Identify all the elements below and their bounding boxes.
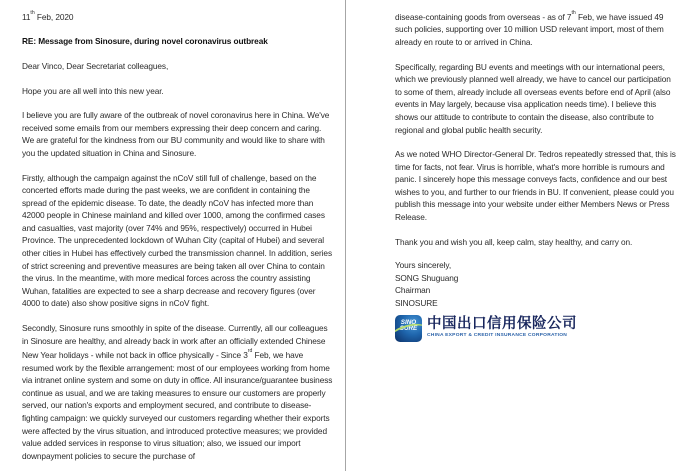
import-date-ordinal: th [571,9,576,16]
signature-company: SINOSURE [395,298,438,309]
paragraph-firstly-epidemic-status: Firstly, although the campaign against the nCoV still full of challenge, based on the concerted efforts made during the past weeks, we are confident in containing the spread of the epidemic disease. To date, the deadly nCoV has infected more than 42000 people in Chinese mainland and killed over 1000, among the confirmed cases and casualties, vast majority (over 74% and 95%, respectively) occurred in Hubei Province. The unprecedented lockdown of Wuhan City (capital of Hubei) and several other cities in Hubei has effectively curbed the transmission channel. In addition, series of strict screening and preventive measures are being taken all over China to contain the virus. In the meantime, with more medical forces across the country assisting Wuhan, fatalities are expected to see a sharp decrease and recovery figures (over 4000 to date) also show positive signs in nCoV fight. [22,172,332,309]
paragraph-import-policies-continued [395,9,679,49]
signature-title: Chairman [395,285,431,296]
secondly-date-ordinal: rd [247,347,253,354]
date-day: 11 [22,11,31,22]
letter-date [22,9,334,23]
letter-page-2 [395,0,679,342]
date-rest: Feb, 2020 [34,11,74,22]
letter-subject: RE: Message from Sinosure, during novel coronavirus outbreak [22,36,268,47]
letter-page-1 [22,0,334,474]
signature-block [395,260,679,309]
import-text-pre: disease-containing goods from overseas - as of 7 [395,11,572,22]
signature-signoff: Yours sincerely, [395,260,452,271]
signature-name: SONG Shuguang [395,272,459,283]
sinosure-logo-icon [395,315,422,342]
logo-icon-line1: SINO [400,318,417,326]
logo-text-block [427,317,577,339]
paragraph-thank-you: Thank you and wish you all, keep calm, stay healthy, and carry on. [395,236,633,247]
secondly-text-pre: Secondly, Sinosure runs smoothly in spite of the disease. Currently, all our colleagues in Sinosure are healthy, and already back in work after an officially extended Chinese New Year holidays - while not back in office physically - Since 3 [22,323,328,360]
logo-chinese-name: 中国出口信用保险公司 [427,316,577,333]
letter-salutation: Dear Vinco, Dear Secretariat colleagues, [22,60,169,71]
logo-icon-wordmark [395,320,422,334]
paragraph-specifically-bu-events: Specifically, regarding BU events and meetings with our international peers, which we previously planned well already, we have to cancel our participation to some of them, already include all overseas events before end of April (also events in May largely, because visa application needs time). I believe this shows our attitude to contribute to contain the disease, also contribute to regional and global public health security. [395,61,671,135]
import-text-post: Feb, we have issued 49 such policies, supporting over 10 million USD relevant import, most of them already en route to or arrived in China. [395,11,664,47]
letter-opening-line: Hope you are all well into this new year. [22,85,164,96]
secondly-text-post: Feb, we have resumed work by the flexible arrangement: most of our employees working from home via intranet online system and some on duty in office. All insurance/guarantee business continue as usual, and we are taking measures to ensure our customers are properly served, our nation's exports and employment secured, and contribute to disease-fighting campaign: we quickly surveyed our customers regarding whether their exports were affected by the virus situation, and introduced protective measures; we provided value added services in response to virus situation; also, we issued our import downpayment policies to secure the purchase of [22,350,333,461]
paragraph-secondly-company-status [22,322,334,462]
date-ordinal: th [30,9,35,16]
paragraph-outbreak-intro: I believe you are fully aware of the outbreak of novel coronavirus here in China. We've received some emails from our members expressing their deep concern and caring. We are grateful for the kindness from our BU community and would like to share with you the updated situation in China and Sinosure. [22,110,330,158]
logo-icon-line2: SURE [399,325,418,333]
page-divider [345,0,346,471]
sinosure-logo [395,315,679,342]
paragraph-who-facts-not-fear: As we noted WHO Director-General Dr. Tedros repeatedly stressed that, this is time for facts, not fear. Virus is horrible, what's more horrible is rumours and panic. I sincerely hope this message conveys facts, confidence and our best wishes to you, and further to our friends in BU. If convenient, please could you publish this message into your website under either Members News or Press Release. [395,149,676,223]
logo-english-name: CHINA EXPORT & CREDIT INSURANCE CORPORATION [427,333,568,339]
